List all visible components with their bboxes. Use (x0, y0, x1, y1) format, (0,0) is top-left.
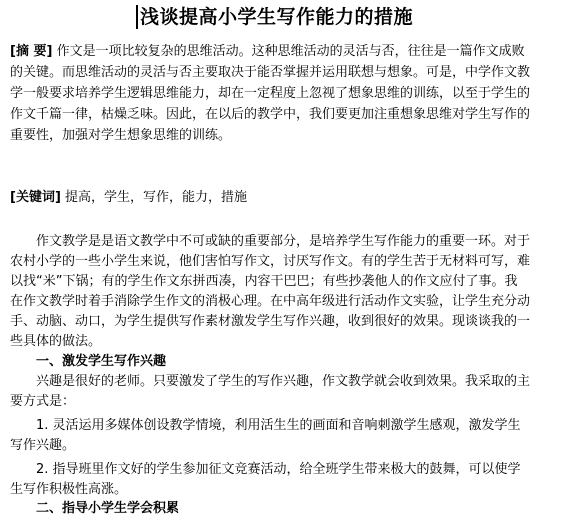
section-1-item-2-line-2: 生写作积极性高涨。 (10, 482, 128, 497)
section-1-heading: 一、激发学生写作兴趣 (36, 354, 167, 369)
abstract-line-5: 重要性，加强对学生想象思维的训练。 (10, 128, 232, 143)
section-1-item-2-line-1: 2. 指导班里作文好的学生参加征文竞赛活动，给全班学生带来极大的鼓舞，可以使学 (36, 462, 521, 477)
abstract-label: [摘 要] (10, 44, 53, 59)
body-line-6: 些具体的做法。 (10, 334, 102, 349)
body-line-5: 手、动脑、动口，为学生提供写作素材激发学生写作兴趣，收到很好的效果。现谈谈我的一 (10, 314, 531, 329)
keywords-text: 提高，学生，写作，能力，措施 (65, 190, 248, 205)
text-cursor (136, 5, 138, 29)
abstract-line-4: 作文千篇一律，枯燥乏味。因此，在以后的教学中，我们要更加注重想象思维对学生写作的 (10, 107, 531, 122)
keywords-line (10, 188, 247, 207)
section-2-heading: 二、指导小学生学会积累 (36, 501, 180, 516)
body-line-1: 作文教学是是语文教学中不可或缺的重要部分，是培养学生写作能力的重要一环。对于 (36, 234, 531, 249)
body-line-4: 在作文教学时着手消除学生作文的消极心理。在中高年级进行活动作文实验，让学生充分动 (10, 294, 531, 309)
body-line-2: 农村小学的一些小学生来说，他们害怕写作文，讨厌写作文。有的学生苦于无材料可写，难 (10, 254, 531, 269)
abstract-line-1 (10, 42, 525, 61)
section-1-line-2: 要方式是： (10, 394, 76, 409)
body-line-3: 以找“米”下锅；有的学生作文东拼西凑，内容干巴巴；有些抄袭他人的作文应付了事。我 (10, 274, 518, 289)
abstract-text-1: 作文是一项比较复杂的思维活动。这种思维活动的灵活与否，往往是一篇作文成败 (56, 44, 525, 59)
document-title: 浅谈提高小学生写作能力的措施 (140, 6, 414, 28)
section-1-item-1-line-2: 写作兴趣。 (10, 438, 76, 453)
section-1-line-1: 兴趣是很好的老师。只要激发了学生的写作兴趣，作文教学就会收到效果。我采取的主 (36, 374, 531, 389)
abstract-line-3: 学一般要求培养学生逻辑思维能力，却在一定程度上忽视了想象思维的训练，以至于学生的 (10, 86, 531, 101)
keywords-label: [关键词] (10, 190, 61, 205)
section-1-item-1-line-1: 1. 灵活运用多媒体创设教学情境，利用活生生的画面和音响刺激学生感观，激发学生 (36, 418, 521, 433)
abstract-line-2: 的关键。而思维活动的灵活与否主要取决于能否掌握并运用联想与想象。可是，中学作文教 (10, 65, 531, 80)
